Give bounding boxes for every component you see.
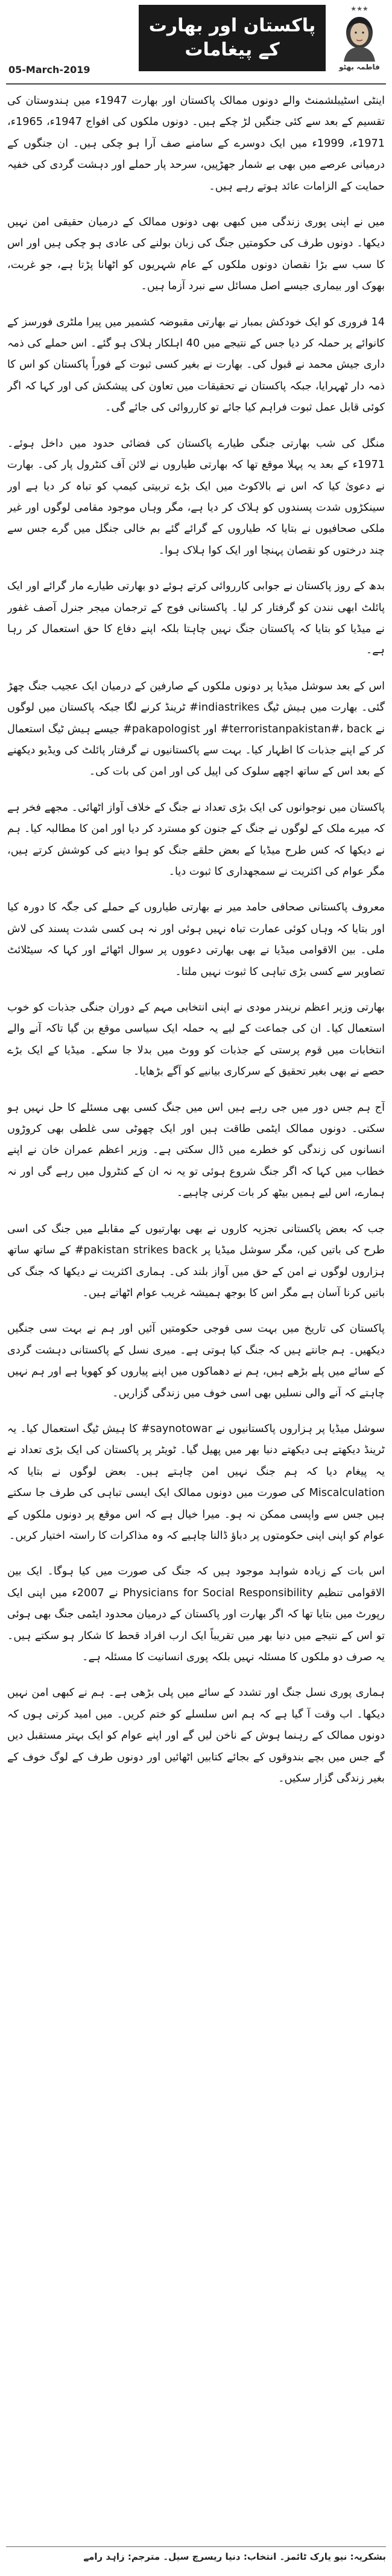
- paragraph: جب کہ بعض پاکستانی تجزیہ کاروں نے بھی بھارتیوں کے مقابلے میں جنگ کی اسی طرح کی باتیں کیں، مگر سوشل میڈیا پر pakistan strikes back# کے ساتھ ساتھ ہزاروں لوگوں نے امن کے حق میں آواز بلند کی۔ ہماری اکثریت نے دیکھا کہ جنگ کی باتیں کرنا آسان ہے مگر اس کا بوجھ ہمیشہ غریب عوام اٹھاتے ہیں۔: [7, 1222, 385, 1299]
- paragraph: اس بات کے زیادہ شواہد موجود ہیں کہ جنگ کی صورت میں کیا ہوگا۔ ایک بین الاقوامی تنظیم Physicians for Social Responsibility نے 2007ء میں اپنی ایک رپورٹ میں بتایا تھا کہ اگر بھارت اور پاکستان کے درمیان محدود ایٹمی جنگ بھی ہوئی تو اس کے نتیجے میں دنیا بھر میں تقریباً ایک ارب افراد قحط کا شکار ہو سکتے ہیں۔ یہ صرف دو ملکوں کا مسئلہ نہیں بلکہ پوری انسانیت کا مسئلہ ہے۔: [7, 1565, 385, 1663]
- paragraph: اینٹی اسٹیبلشمنٹ والے دونوں ممالک پاکستان اور بھارت 1947ء میں ہندوستان کی تقسیم کے بعد سے کئی جنگیں لڑ چکے ہیں۔ دونوں ملکوں کی افواج 1947ء، 1965ء، 1971ء، 1999ء میں ایک دوسرے کے سامنے صف آرا ہو چکی ہیں۔ ان جنگوں کے درمیانی عرصے میں بھی بے شمار جھڑپیں، سرحد پار حملے اور دہشت گردی کی خفیہ حمایت کے الزامات عائد ہوتے رہے ہیں۔: [7, 95, 385, 193]
- paragraph: بدھ کے روز پاکستان نے جوابی کارروائی کرتے ہوئے دو بھارتی طیارے مار گرائے اور ایک پائلٹ ابھی نندن کو گرفتار کر لیا۔ پاکستانی فوج کے ترجمان میجر جنرل آصف غفور نے میڈیا کو بتایا کہ پاکستان جنگ نہیں چاہتا بلکہ اپنے دفاع کا حق استعمال کر رہا ہے۔: [7, 580, 385, 657]
- article-credit: بشکریہ: نیو یارک ٹائمز۔ انتخاب: دنیا ریسرچ سیل۔ مترجم: زاہد رامے: [83, 2551, 386, 2562]
- paragraph: پاکستان کی تاریخ میں بہت سی فوجی حکومتیں آئیں اور ہم نے بہت سی جنگیں دیکھیں۔ ہم جانتے ہیں کہ جنگ کیا ہوتی ہے۔ میری نسل کے پاکستانی دہشت گردی کے سائے میں پلے بڑھے ہیں، ہم نے دھماکوں میں اپنے پیاروں کو کھویا ہے اور ہم نہیں چاہتے کہ آنے والی نسلیں بھی اسی خوف میں زندگی گزاریں۔: [7, 1323, 385, 1399]
- paragraph: سوشل میڈیا پر ہزاروں پاکستانیوں نے saynotowar# کا ہیش ٹیگ استعمال کیا۔ یہ ٹرینڈ دیکھتے ہی دیکھتے دنیا بھر میں پھیل گیا۔ ٹویٹر پر پاکستان کی ایک بڑی تعداد نے یہ پیغام دیا کہ ہم جنگ نہیں امن چاہتے ہیں۔ بعض لوگوں نے بتایا کہ Miscalculation کی صورت میں دونوں ممالک ایک ایسی تباہی کی طرف جا سکتے ہیں جس سے واپسی ممکن نہ ہو۔ میرا خیال ہے کہ اس موقع پر دونوں ملکوں کے عوام کو اپنی اپنی حکومتوں پر دباؤ ڈالنا چاہیے کہ وہ مذاکرات کا راستہ اختیار کریں۔: [7, 1422, 385, 1542]
- paragraph: میں نے اپنی پوری زندگی میں کبھی بھی دونوں ممالک کے درمیان حقیقی امن نہیں دیکھا۔ دونوں طرف کی حکومتیں جنگ کی زبان بولنے کی عادی ہو چکی ہیں اور اس کا سب سے بڑا نقصان دونوں ملکوں کے عام شہریوں کو اٹھانا پڑتا ہے، جو غربت، بھوک اور بیماری جیسے اصل مسائل سے نبرد آزما ہیں۔: [7, 216, 385, 293]
- article-header: [0, 0, 392, 91]
- paragraph: 14 فروری کو ایک خودکش بمبار نے بھارتی مقبوضہ کشمیر میں پیرا ملٹری فورسز کے کانوائے پر حملہ کر دیا جس کے نتیجے میں 40 اہلکار ہلاک ہو گئے۔ اس حملے کی ذمہ داری جیش محمد نے قبول کی۔ بھارت نے بغیر کسی ثبوت کے فوراً پاکستان کو اس کا ذمہ دار ٹھہرایا، جبکہ پاکستان نے تحقیقات میں تعاون کی پیشکش کی اور کہا کہ اگر کوئی قابل عمل ثبوت فراہم کیا جائے تو کارروائی کی جائے گی۔: [7, 316, 385, 414]
- paragraph: منگل کی شب بھارتی جنگی طیارے پاکستان کی فضائی حدود میں داخل ہوئے۔ 1971ء کے بعد یہ پہلا موقع تھا کہ بھارتی طیاروں نے لائن آف کنٹرول پار کی۔ بھارت نے دعویٰ کیا کہ اس نے بالاکوٹ میں ایک بڑے تربیتی کیمپ کو تباہ کر دیا ہے اور سینکڑوں شدت پسندوں کو ہلاک کر دیا ہے، مگر وہاں موجود مقامی لوگوں اور غیر ملکی صحافیوں نے بتایا کہ طیاروں کے گرائے گئے بم خالی جنگل میں گرے جس سے چند درختوں کو نقصان پہنچا اور ایک کوا ہلاک ہوا۔: [7, 437, 385, 557]
- paragraph: آج ہم جس دور میں جی رہے ہیں اس میں جنگ کسی بھی مسئلے کا حل نہیں ہو سکتی۔ دونوں ممالک ایٹمی طاقت ہیں اور ایک چھوٹی سی غلطی بھی کروڑوں انسانوں کی زندگی کو خطرے میں ڈال سکتی ہے۔ وزیر اعظم عمران خان نے اپنے خطاب میں کہا کہ اگر جنگ شروع ہوئی تو یہ نہ ان کے کنٹرول میں رہے گی اور نہ ہمارے، اس لیے ہمیں بیٹھ کر بات کرنی چاہیے۔: [7, 1101, 385, 1200]
- header-divider: [6, 83, 386, 85]
- paragraph: پاکستان میں نوجوانوں کی ایک بڑی تعداد نے جنگ کے خلاف آواز اٹھائی۔ مجھے فخر ہے کہ میرے ملک کے لوگوں نے جنگ کے جنون کو مسترد کر دیا اور امن کا مطالبہ کیا۔ ہم نے دیکھا کہ کس طرح میڈیا کے بعض حلقے جنگ کو ہوا دینے کی کوشش کرتے ہیں، مگر عوام کی اکثریت نے سمجھداری کا ثبوت دیا۔: [7, 801, 385, 878]
- article-body: [7, 91, 385, 2542]
- paragraph: بھارتی وزیر اعظم نریندر مودی نے اپنی انتخابی مہم کے دوران جنگی جذبات کو خوب استعمال کیا۔ ان کی جماعت کے لیے یہ حملہ ایک سیاسی موقع بن گیا تاکہ آنے والے انتخابات میں قوم پرستی کے جذبات کو ووٹ میں بدلا جا سکے۔ میڈیا کے ایک بڑے حصے نے بھی بغیر تحقیق کے سرکاری بیانیے کو آگے بڑھایا۔: [7, 1002, 385, 1078]
- article-title: پاکستان اور بھارت کے پیغامات: [139, 5, 326, 71]
- author-name: فاطمہ بھٹو: [339, 63, 380, 71]
- footer-divider: [6, 2546, 386, 2547]
- author-logo: [332, 4, 387, 81]
- article-date: 05-March-2019: [8, 64, 90, 75]
- svg-text:★★★: ★★★: [350, 5, 368, 13]
- paragraph: ہماری پوری نسل جنگ اور تشدد کے سائے میں پلی بڑھی ہے۔ ہم نے کبھی امن نہیں دیکھا۔ اب وقت آ گیا ہے کہ ہم اس سلسلے کو ختم کریں۔ میں امید کرتی ہوں کہ دونوں ممالک کے رہنما ہوش کے ناخن لیں گے اور اپنے عوام کو ایک بہتر مستقبل دیں گے جس میں بچے بندوقوں کے بجائے کتابیں اٹھائیں اور دونوں طرف کے لوگ خوف کے بغیر زندگی گزار سکیں۔: [7, 1687, 385, 1785]
- paragraph: معروف پاکستانی صحافی حامد میر نے بھارتی طیاروں کے حملے کی جگہ کا دورہ کیا اور بتایا کہ وہاں کوئی عمارت تباہ نہیں ہوئی اور نہ ہی کسی شدت پسند کی لاش ملی۔ بین الاقوامی میڈیا نے بھی بھارتی دعووں پر سوال اٹھائے اور کہا کہ سیٹلائٹ تصاویر سے کسی بڑی تباہی کا ثبوت نہیں ملتا۔: [7, 901, 385, 978]
- paragraph: اس کے بعد سوشل میڈیا پر دونوں ملکوں کے صارفین کے درمیان ایک عجیب جنگ چھڑ گئی۔ بھارت میں ہیش ٹیگ indiastrikes# ٹرینڈ کرنے لگا جبکہ پاکستان میں لوگوں نے terroristanpakistan#، back# اور pakapologist# جیسے ہیش ٹیگ استعمال کر کے اپنے جذبات کا اظہار کیا۔ بہت سے پاکستانیوں نے گرفتار پائلٹ کی ویڈیو دیکھنے کے بعد اس کے ساتھ اچھے سلوک کی اپیل کی اور امن کی بات کی۔: [7, 680, 385, 778]
- author-portrait-icon: [335, 4, 384, 62]
